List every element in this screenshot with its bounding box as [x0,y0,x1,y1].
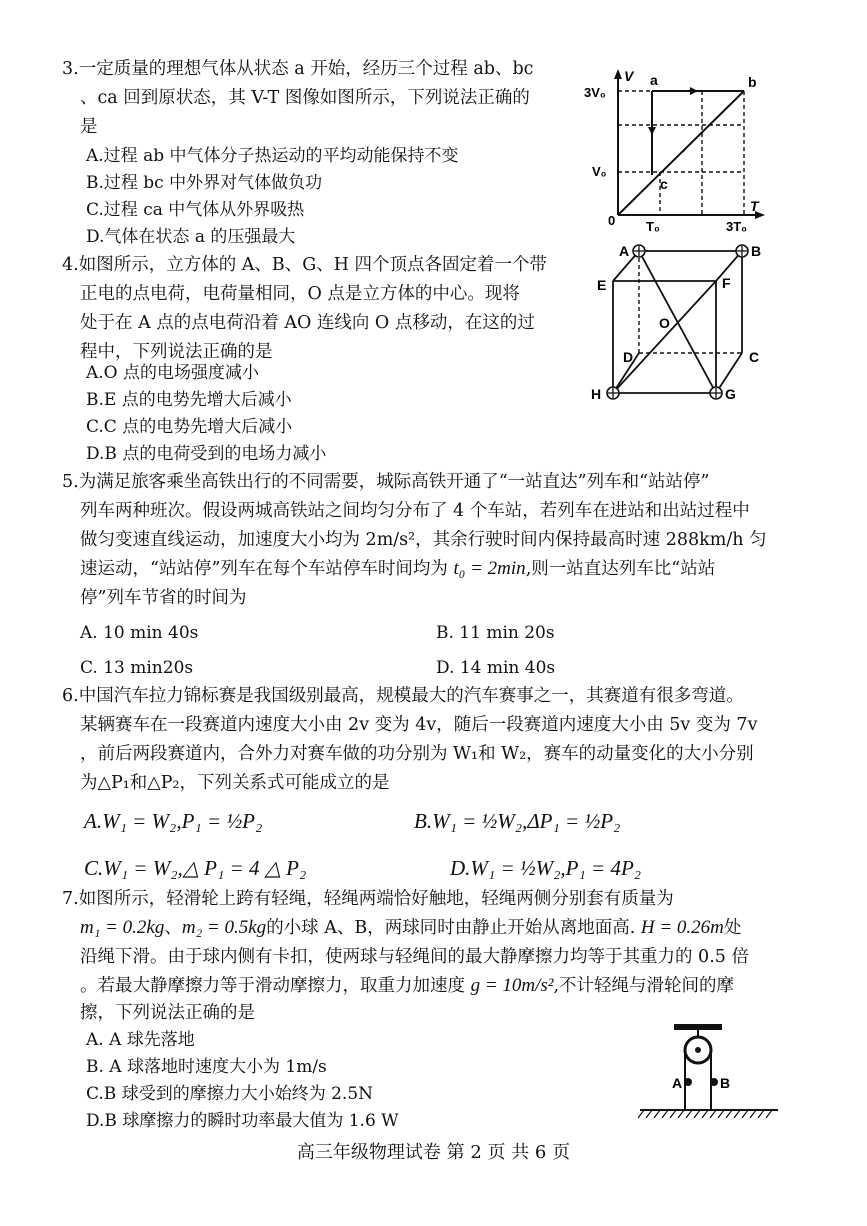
q6-stem-line2: 某辆赛车在一段赛道内速度大小由 2v 变为 4v，随后一段赛道内速度大小由 5v 变为 7v [80,715,758,735]
q4-option-c: C.C 点的电势先增大后减小 [86,417,293,437]
q3-y-tick-high: 3V₀ [584,85,606,100]
q4-label-g: G [725,386,736,402]
q7-option-a: A. A 球先落地 [86,1030,195,1050]
q4-stem-line2: 正电的点电荷，电荷量相同，O 点是立方体的中心。现将 [80,284,520,304]
q3-option-d: D.气体在状态 a 的压强最大 [86,227,296,247]
q3-y-tick-low: V₀ [592,164,607,179]
q6-option-d: D.W₁ = ½W₂,P₁ = 4P₂ [450,856,642,880]
q3-vt-graph [580,65,770,235]
q4-stem-line1: 4.如图所示，立方体的 A、B、G、H 四个顶点各固定着一个带 [62,255,548,275]
q5-option-b: B. 11 min 20s [436,623,555,643]
q7-stem-line4 [80,975,734,997]
q7-pulley-figure [638,1022,788,1122]
q7-mass-m2: m₂ = 0.5kg [181,917,267,938]
q7-option-b: B. A 球落地时速度大小为 1m/s [86,1057,327,1077]
q5-stem-line4 [80,558,715,580]
q4-option-a: A.O 点的电场强度减小 [86,363,260,383]
q4-option-d: D.B 点的电荷受到的电场力减小 [86,444,327,464]
q4-label-d: D [623,349,634,365]
q4-cube-figure [585,238,775,410]
q5-stem-line3: 做匀变速直线运动，加速度大小均为 2m/s²，其余行驶时间内保持最高时速 288km/h 匀 [80,530,767,550]
q7-gravity: g = 10m/s² [470,975,554,996]
q5-stem-line4-rest: ,则一站直达列车比“站站 [525,559,716,579]
q5-option-c: C. 13 min20s [80,658,194,678]
q3-option-c: C.过程 ca 中气体从外界吸热 [86,200,305,220]
q7-stem-line4-rest: ,不计轻绳与滑轮间的摩 [553,976,735,996]
q7-stem-line2 [80,917,741,939]
q7-stem-line2-end: 处 [723,918,742,938]
q4-label-o: O [659,315,670,331]
q3-option-a: A.过程 ab 中气体分子热运动的平均动能保持不变 [86,146,459,166]
page-footer: 高三年级物理试卷 第 2 页 共 6 页 [296,1142,571,1163]
q3-point-b: b [748,74,757,90]
q4-stem-line3: 处于在 A 点的点电荷沿着 AO 连线向 O 点移动，在这的过 [80,313,535,333]
q7-mass-m1: m₁ = 0.2kg [80,917,165,938]
q4-label-c: C [749,349,760,365]
q6-option-b: B.W₁ = ½W₂,ΔP₁ = ½P₂ [414,809,621,833]
q7-label-b: B [720,1075,731,1091]
q6-option-c: C.W₁ = W₂,△ P₁ = 4 △ P₂ [84,856,307,880]
q4-label-a: A [619,243,630,259]
q3-option-b: B.过程 bc 中外界对气体做负功 [86,173,323,193]
q6-option-a: A.W₁ = W₂,P₁ = ½P₂ [84,809,263,833]
q7-label-a: A [672,1075,683,1091]
q7-stem-line2-text: 的小球 A、B，两球同时由静止开始从离地面高. [266,918,641,938]
q4-stem-line4: 程中，下列说法正确的是 [80,342,273,362]
q5-option-a: A. 10 min 40s [80,623,199,643]
q7-stem-line4-text: 。若最大静摩擦力等于滑动摩擦力，取重力加速度 [80,976,471,996]
q3-stem-line1: 3.一定质量的理想气体从状态 a 开始，经历三个过程 ab、bc [62,59,534,79]
q7-sep: 、 [164,918,182,938]
q5-stem-line5: 停”列车节省的时间为 [80,588,247,608]
q5-stop-time: t₀ = 2min [453,558,526,579]
q5-stem-line2: 列车两种班次。假设两城高铁站之间均匀分布了 4 个车站，若列车在进站和出站过程中 [80,501,750,521]
q3-stem-line3: 是 [80,117,98,137]
q5-stem-line1: 5.为满足旅客乘坐高铁出行的不同需要，城际高铁开通了“一站直达”列车和“站站停” [62,472,710,492]
q3-x-tick-high: 3T₀ [726,219,748,234]
q7-stem-line3: 沿绳下滑。由于球内侧有卡扣，使两球与轻绳间的最大静摩擦力均等于其重力的 0.5 倍 [80,947,749,967]
q3-point-c: c [660,176,668,192]
q7-option-d: D.B 球摩擦力的瞬时功率最大值为 1.6 W [86,1111,399,1131]
q4-option-b: B.E 点的电势先增大后减小 [86,390,292,410]
q5-stem-line4-text: 速运动，“站站停”列车在每个车站停车时间均为 [80,559,454,579]
q4-label-h: H [591,386,602,402]
q6-stem-line3: ，前后两段赛道内，合外力对赛车做的功分别为 W₁和 W₂，赛车的动量变化的大小分别 [80,744,754,764]
q7-height: H = 0.26m [640,917,724,938]
q4-label-b: B [751,243,762,259]
q6-stem-line4: 为△P₁和△P₂，下列关系式可能成立的是 [80,773,390,793]
q3-origin-label: 0 [608,213,616,228]
q7-option-c: C.B 球受到的摩擦力大小始终为 2.5N [86,1084,374,1104]
q3-axis-t-label: T [750,198,759,214]
q5-option-d: D. 14 min 40s [436,658,556,678]
q3-stem-line2: 、ca 回到原状态，其 V-T 图像如图所示，下列说法正确的 [80,88,530,108]
q7-stem-line5: 擦，下列说法正确的是 [80,1003,255,1023]
q3-axis-v-label: V [624,68,634,84]
q3-x-tick-low: T₀ [646,219,660,234]
q4-label-f: F [722,275,731,291]
q4-label-e: E [597,277,607,293]
q3-point-a: a [650,72,658,88]
q6-stem-line1: 6.中国汽车拉力锦标赛是我国级别最高，规模最大的汽车赛事之一，其赛道有很多弯道。 [62,686,744,706]
q7-stem-line1: 7.如图所示，轻滑轮上跨有轻绳，轻绳两端恰好触地，轻绳两侧分别套有质量为 [62,889,674,909]
